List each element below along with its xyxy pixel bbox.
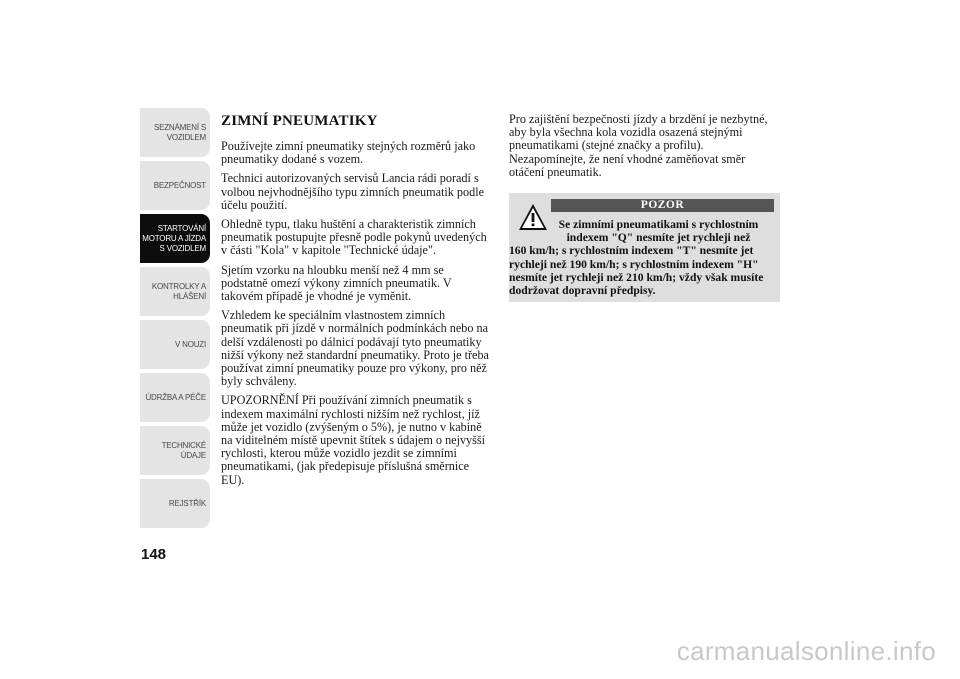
- tab-label: STARTOVÁNÍ MOTORU A JÍZDA S VOZIDLEM: [142, 223, 206, 253]
- tab-label: SEZNÁMENÍ S VOZIDLEM: [153, 122, 206, 142]
- paragraph-upozorneni: UPOZORNĚNÍ Při používání zimních pneumatik s indexem maximální rychlosti nižším než rychlost, jíž může jet vozidlo (zvýšeným o 5%), je nutno v kabině na viditelném místě upevnit štítek s údajem o nejvyšší rychlosti, kterou může vozidlo jezdit se zimními pneumatikami, (jak předepisuje příslušná směrnice EU).: [221, 393, 486, 487]
- tab-udrzba-a-pece[interactable]: [140, 373, 210, 422]
- warning-text: [509, 218, 774, 297]
- warning-box: [509, 193, 780, 302]
- tab-label: ÚDRŽBA A PÉČE: [145, 392, 206, 402]
- warning-text-indented: Se zimními pneumatikami s rychlostním indexem "Q" nesmíte jet rychleji než: [558, 218, 759, 245]
- page-number: 148: [141, 546, 167, 563]
- tab-label: REJSTŘÍK: [168, 498, 206, 508]
- tab-label: BEZPEČNOST: [153, 180, 206, 190]
- tab-label: TECHNICKÉ ÚDAJE: [161, 440, 206, 460]
- warning-triangle-icon: [518, 203, 548, 231]
- tab-label: KONTROLKY A HLÁŠENÍ: [151, 281, 206, 301]
- tab-v-nouzi[interactable]: [140, 320, 210, 369]
- paragraph: Pro zajištění bezpečnosti jízdy a brzdění je nezbytné, aby byla všechna kola vozidla osazená stejnými pneumatikami (stejné značky a profilu). Nezapomínejte, že není vhodné zaměňovat směr otáčení pneumatik.: [509, 112, 768, 179]
- chapter-tabs: [140, 108, 210, 532]
- tab-technicke-udaje[interactable]: [140, 426, 210, 475]
- paragraph: Ohledně typu, tlaku huštění a charakteristik zimních pneumatik postupujte přesně podle pokynů uvedených v části "Kola" v kapitole "Technické údaje".: [221, 217, 487, 258]
- tab-rejstrik[interactable]: [140, 479, 210, 528]
- paragraph: Používejte zimní pneumatiky stejných rozměrů jako pneumatiky dodané s vozem.: [221, 139, 476, 167]
- warning-text-rest: 160 km/h; s rychlostním indexem "T" nesmíte jet rychleji než 190 km/h; s rychlostním indexem "H" nesmíte jet rychleji než 210 km/h; vždy však musíte dodržovat dopravní předpisy.: [509, 244, 764, 298]
- tab-label: V NOUZI: [174, 339, 206, 349]
- warning-heading: POZOR: [551, 199, 774, 212]
- left-column: [221, 113, 493, 493]
- section-title: ZIMNÍ PNEUMATIKY: [221, 113, 378, 129]
- paragraph: Vzhledem ke speciálním vlastnostem zimních pneumatik při jízdě v normálních podmínkách nebo na delší vzdálenosti po dálnici podávají tyto pneumatiky nižší výkony než standardní pneumatiky. Proto je třeba používat zimní pneumatiky pouze pro výkony, pro něž byly schváleny.: [221, 308, 489, 389]
- tab-seznameni-s-vozidlem[interactable]: [140, 108, 210, 157]
- watermark: carmanualsonline.info: [676, 636, 936, 666]
- right-column: [509, 113, 781, 302]
- tab-bezpecnost[interactable]: [140, 161, 210, 210]
- tab-startovani-motoru[interactable]: [140, 214, 210, 263]
- paragraph: Sjetím vzorku na hloubku menší než 4 mm se podstatně omezí výkony zimních pneumatik. V takovém případě je vhodné je vyměnit.: [221, 262, 452, 304]
- tab-kontrolky-a-hlaseni[interactable]: [140, 267, 210, 316]
- paragraph: Technici autorizovaných servisů Lancia rádi poradí s volbou nejvhodnějšího typu zimních pneumatik podle účelu použití.: [221, 171, 485, 212]
